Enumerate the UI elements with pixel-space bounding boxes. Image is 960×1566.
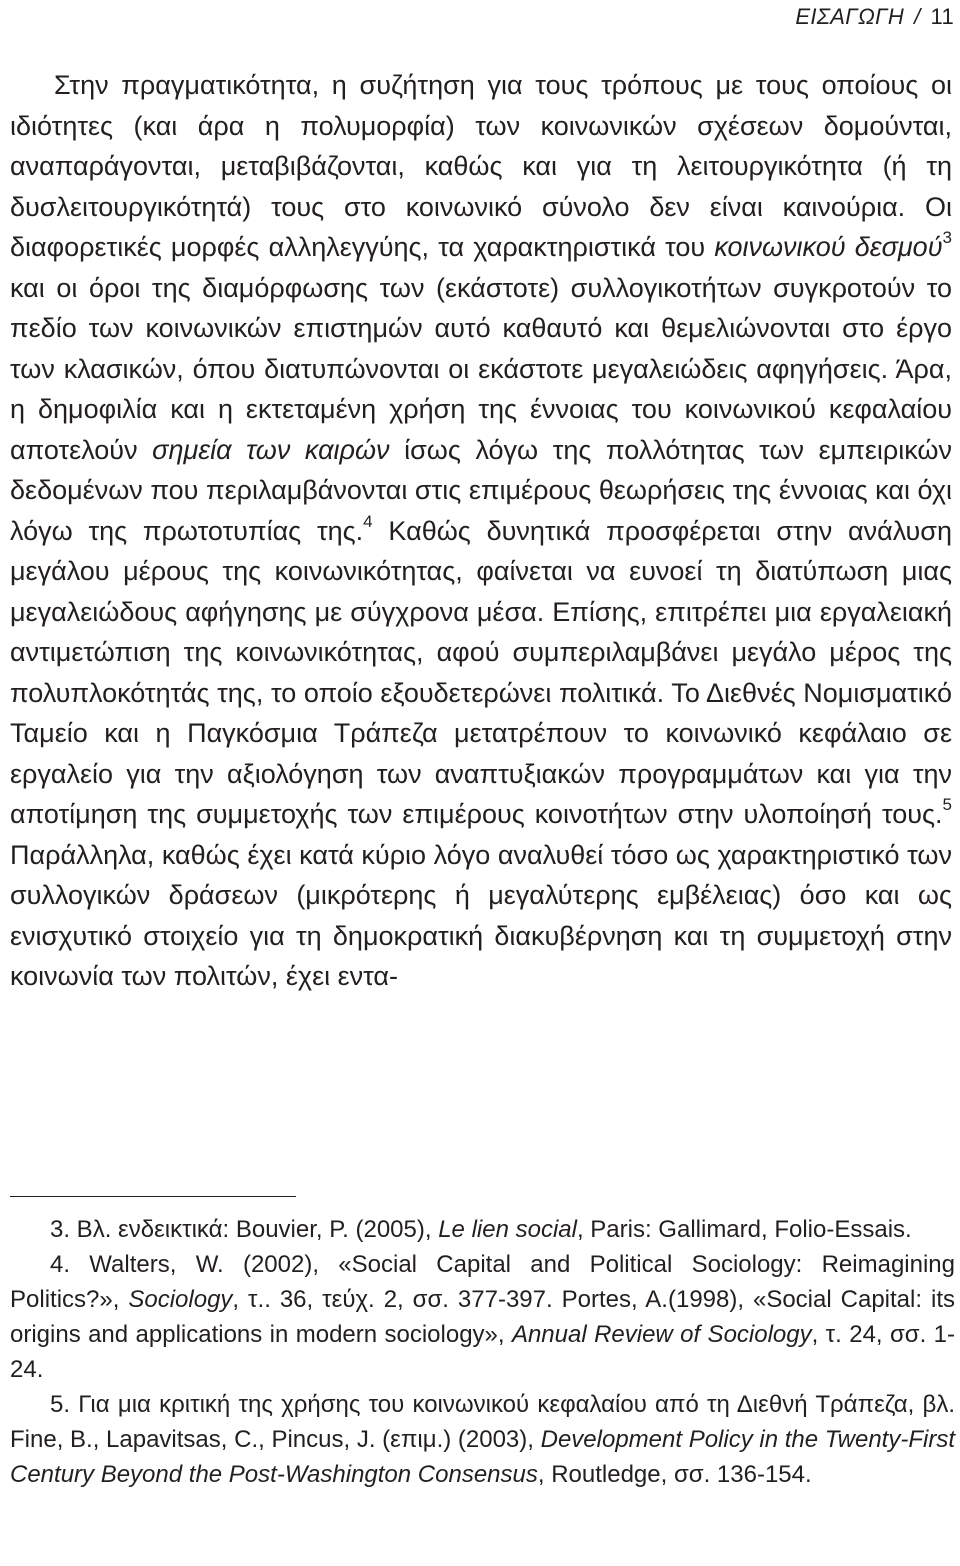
footnotes	[10, 1212, 955, 1492]
footnote-text: , Paris: Gallimard, Folio-Essais.	[576, 1216, 912, 1243]
paragraph	[10, 65, 952, 997]
footnote-text: , τ. 24, σσ. 1-24.	[10, 1321, 955, 1383]
italic-term: κοινωνικού δεσμού	[714, 232, 943, 262]
footnote-title: Sociology	[128, 1286, 233, 1313]
text-run: ίσως λόγω της πολλότητας των εμπειρικών δεδομένων που περιλαμβάνονται στις επιμέρους θεωρήσεις της έννοιας και όχι λόγω της πρωτοτυπίας της.	[10, 434, 952, 546]
text-run: Καθώς δυνητικά προσφέρεται στην ανάλυση μεγάλου μέρους της κοινωνικότητας, φαίνεται να ευνοεί τη διατύπωση μιας μεγαλειώδους αφήγησης με σύγχρονα μέσα. Επίσης, επιτρέπει μια εργαλειακή αντιμετώπιση της κοινωνικότητας, αφού συμπεριλαμβάνει μεγάλο μέρος της πολυπλοκότητάς της, το οποίο εξουδετερώνει πολιτικά. Το Διεθνές Νομισματικό Ταμείο και η Παγκόσμια Τράπεζα μετατρέπουν το κοινωνικό κεφάλαιο σε εργαλείο για την αξιολόγηση των αναπτυξιακών προγραμμάτων και για την αποτίμηση της συμμετοχής των επιμέρους κοινοτήτων στην υλοποίησή τους.	[10, 515, 952, 829]
footnote-title: Le lien social	[438, 1216, 577, 1243]
footnote-ref-3[interactable]: 3	[942, 228, 953, 247]
text-run: Στην πραγματικότητα, η συζήτηση για τους τρόπους με τους οποίους οι ιδιότητες (και άρα η πολυμορφία) των κοινωνικών σχέσεων δομούνται, αναπαράγονται, μεταβιβάζονται, καθώς και για τη λειτουργικότητα (ή τη δυσλειτουργικότητά) τους στο κοινωνικό σύνολο δεν είναι καινούρια. Οι διαφορετικές μορφές αλληλεγγύης, τα χαρακτηριστικά του	[10, 70, 952, 262]
header-separator: /	[914, 4, 921, 29]
footnote-text: , Routledge, σσ. 136-154.	[537, 1461, 812, 1488]
footnote-3	[10, 1212, 955, 1247]
text-run: Παράλληλα, καθώς έχει κατά κύριο λόγο αναλυθεί τόσο ως χαρακτηριστικό των συλλογικών δράσεων (μικρότερης ή μεγαλύτερης εμβέλειας) όσο και ως ενισχυτικό στοιχείο για τη δημοκρατική διακυβέρνηση και τη συμμετοχή στην κοινωνία των πολιτών, έχει εντα-	[10, 839, 952, 991]
footnote-text: , τ.. 36, τεύχ. 2, σσ. 377-397. Portes, A.(1998), «Social Capital: its origins and applications in modern sociology»,	[10, 1286, 955, 1348]
footnote-ref-4[interactable]: 4	[363, 511, 373, 531]
footnote-5	[10, 1387, 955, 1492]
text-run: και οι όροι της διαμόρφωσης των (εκάστοτε) συλλογικοτήτων συγκροτούν το πεδίο των κοινωνικών επιστημών αυτό καθαυτό και θεμελιώνονται στο έργο των κλασικών, όπου διατυπώνονται οι εκάστοτε μεγαλειώδεις αφηγήσεις. Άρα, η δημοφιλία και η εκτεταμένη χρήση της έννοιας του κοινωνικού κεφαλαίου αποτελούν	[10, 272, 952, 465]
footnote-title: Annual Review of Sociology	[511, 1321, 812, 1348]
footnote-title: Development Policy in the Twenty-First Century Beyond the Post-Washington Consensus	[10, 1426, 955, 1488]
footnote-divider	[10, 1196, 296, 1197]
footnote-text: 3. Βλ. ενδεικτικά: Bouvier, P. (2005),	[50, 1216, 439, 1243]
page-number: 11	[930, 4, 954, 29]
italic-term: σημεία των καιρών	[152, 434, 390, 465]
footnote-4	[10, 1247, 955, 1387]
footnote-text: 5. Για μια κριτική της χρήσης του κοινωνικού κεφαλαίου από τη Διεθνή Τράπεζα, βλ. Fine, B., Lapavitsas, C., Pincus, J. (επιμ.) (2003),	[10, 1391, 955, 1453]
footnote-text: 4. Walters, W. (2002), «Social Capital and Political Sociology: Reimagining Politics?»,	[10, 1251, 955, 1313]
footnote-ref-5[interactable]: 5	[942, 795, 952, 814]
main-paragraph	[10, 65, 952, 997]
running-header	[795, 4, 954, 30]
section-title: ΕΙΣΑΓΩΓΗ	[795, 4, 905, 29]
